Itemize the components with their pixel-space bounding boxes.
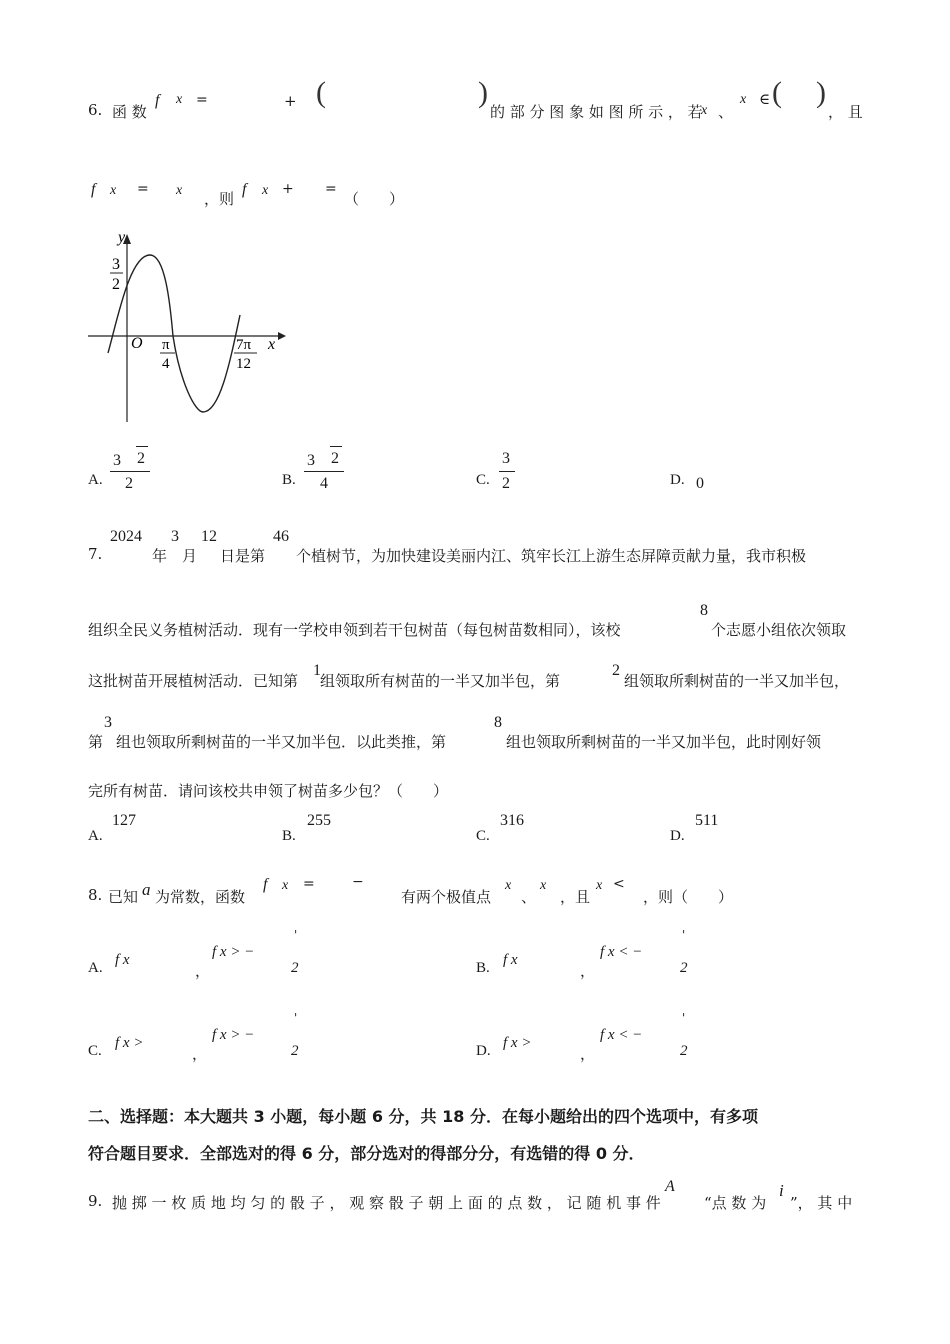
q7-option-d-value: 511	[695, 812, 719, 829]
q6-formula-paren-right: )	[478, 76, 488, 109]
q6-option-c-fraction-bar	[499, 471, 515, 472]
q7-month-char: 月	[182, 547, 198, 565]
q6-option-a-sqrt-bar	[136, 446, 148, 447]
q6-option-c-numerator: 3	[502, 450, 510, 467]
q7-line2-b: 个志愿小组依次领取	[711, 621, 847, 639]
q8-option-b-den: 2	[680, 960, 688, 976]
q8-option-c-den: 2	[291, 1043, 299, 1059]
q6-option-b-denominator: 4	[320, 475, 328, 492]
q7-line4-a: 第	[88, 733, 104, 751]
q6-l2-f2: f	[242, 181, 247, 198]
q6-l2-x2: x	[176, 183, 183, 198]
q8-then: ，则（ ）	[643, 888, 734, 906]
q6-option-d-value: 0	[696, 475, 704, 492]
q8-and: ，且	[560, 888, 591, 906]
q8-option-a-mark: '	[294, 928, 298, 942]
q8-option-c-mark: '	[294, 1011, 298, 1025]
q8-option-b-comma: ，	[580, 962, 596, 980]
q6-formula-x: x	[176, 92, 183, 107]
q6-interval-paren-left: (	[772, 76, 782, 109]
q6-blank: （ ）	[344, 190, 405, 208]
q8-x3: x	[596, 878, 603, 893]
q7-line3-a: 这批树苗开展植树活动．已知第	[88, 672, 299, 690]
q8-option-b-label: B.	[476, 960, 490, 976]
q8-option-b-mark: '	[682, 928, 686, 942]
q8-minus: −	[352, 874, 364, 890]
q6-sine-graph	[80, 222, 290, 427]
q8-a: a	[142, 880, 151, 899]
q8-option-d-label: D.	[476, 1043, 491, 1059]
q7-option-b-value: 255	[307, 812, 331, 829]
q6-l2-f: f	[91, 181, 96, 198]
q6-option-a-root: 2	[137, 450, 145, 467]
q6-formula-paren-left: (	[316, 76, 326, 109]
q8-option-a-label: A.	[88, 960, 103, 976]
q8-option-a-comma: ，	[195, 962, 211, 980]
q8-option-b-left: f x	[503, 952, 518, 968]
q6-l2-eq: =	[137, 181, 149, 197]
q9-i: i	[779, 1181, 784, 1200]
q8-option-d-left: f x >	[503, 1035, 532, 1051]
q6-option-a-fraction-bar	[110, 471, 150, 472]
q7-option-d-label: D.	[670, 828, 685, 844]
q7-g1: 1	[313, 662, 321, 679]
y-axis-label: y	[118, 229, 126, 246]
q6-interval-paren-right: )	[816, 76, 826, 109]
q8-x1: x	[505, 878, 512, 893]
q6-l2-then: ，则	[204, 190, 235, 208]
q8-option-c-label: C.	[88, 1043, 102, 1059]
q8-x: x	[282, 878, 289, 893]
origin-label: O	[131, 335, 143, 352]
q7-nth: 46	[273, 528, 289, 545]
x-tick1-denominator: 4	[162, 356, 170, 372]
q8-option-d-right: f x < −	[600, 1027, 643, 1043]
q6-option-b-label: B.	[282, 472, 296, 488]
q7-line3-c: 组领取所剩树苗的一半又加半包，	[624, 672, 850, 690]
q8-lead: 已知	[108, 888, 139, 906]
q7-day: 12	[201, 528, 217, 545]
q7-year: 2024	[110, 528, 142, 545]
q6-sep: 、	[718, 103, 734, 121]
x-axis-arrow-icon	[278, 332, 286, 340]
q8-option-a-den: 2	[291, 960, 299, 976]
section-2-line2: 符合题目要求．全部选对的得 6 分，部分选对的得部分分，有选错的得 0 分．	[88, 1144, 645, 1163]
x-tick2-numerator: 7π	[236, 337, 252, 353]
q7-year-char: 年	[152, 547, 168, 565]
q6-x1: x	[701, 103, 708, 118]
q7-option-a-label: A.	[88, 828, 103, 844]
q8-option-a-left: f x	[115, 952, 130, 968]
q8-option-c-comma: ，	[192, 1045, 208, 1063]
q6-option-c-denominator: 2	[502, 475, 510, 492]
x-tick2-denominator: 12	[236, 356, 251, 372]
q8-option-d-den: 2	[680, 1043, 688, 1059]
q7-day-char: 日是第	[220, 547, 266, 565]
q8-x2: x	[540, 878, 547, 893]
q6-option-a-denominator: 2	[125, 475, 133, 492]
q7-g2: 2	[612, 662, 620, 679]
q9-event-A: A	[665, 1178, 675, 1195]
q8-option-d-mark: '	[682, 1011, 686, 1025]
q6-number: 6.	[88, 101, 103, 119]
q6-formula-eq: =	[196, 92, 208, 108]
q8-option-c-right: f x > −	[212, 1027, 255, 1043]
q6-formula-plus: +	[284, 92, 297, 110]
q7-g3: 3	[104, 714, 112, 731]
q7-option-c-value: 316	[500, 812, 524, 829]
q9-tail: ”， 其 中	[790, 1194, 853, 1212]
q8-option-d-comma: ，	[580, 1045, 596, 1063]
q8-lt: <	[613, 876, 625, 892]
q8-sep: 、	[521, 888, 537, 906]
q6-l2-plus: +	[282, 181, 294, 197]
q6-l2-x3: x	[262, 183, 269, 198]
q9-number: 9.	[88, 1192, 103, 1210]
q6-option-a-numerator: 3	[113, 452, 121, 469]
q6-option-c-label: C.	[476, 472, 490, 488]
y-tick-numerator: 3	[112, 256, 120, 273]
x-tick1-numerator: π	[162, 337, 170, 353]
q6-option-b-sqrt-bar	[330, 446, 342, 447]
q7-line4-b: 组也领取所剩树苗的一半又加半包．以此类推，第	[116, 733, 447, 751]
q7-g8: 8	[494, 714, 502, 731]
q7-month: 3	[171, 528, 179, 545]
q7-option-a-value: 127	[112, 812, 136, 829]
q7-line4-c: 组也领取所剩树苗的一半又加半包，此时刚好领	[506, 733, 822, 751]
q6-option-a-label: A.	[88, 472, 103, 488]
q8-two-extrema: 有两个极值点	[401, 888, 492, 906]
q8-option-b-right: f x < −	[600, 944, 643, 960]
q6-middle-text: 的 部 分 图 象 如 图 所 示 ， 若	[490, 103, 703, 121]
q7-line3-b: 组领取所有树苗的一半又加半包，第	[320, 672, 561, 690]
q8-option-a-right: f x > −	[212, 944, 255, 960]
sine-curve	[108, 255, 240, 412]
q7-option-c-label: C.	[476, 828, 490, 844]
q6-lead: 函 数	[112, 103, 147, 121]
q6-x2: x	[740, 92, 747, 107]
q6-option-d-label: D.	[670, 472, 685, 488]
q7-option-b-label: B.	[282, 828, 296, 844]
q6-in-symbol: ∈	[759, 90, 771, 108]
q7-groups: 8	[700, 602, 708, 619]
q6-option-b-numerator: 3	[307, 452, 315, 469]
q9-text: 抛 掷 一 枚 质 地 均 匀 的 骰 子 ， 观 察 骰 子 朝 上 面 的 点 数 ， 记 随 机 事 件	[112, 1194, 661, 1212]
q6-option-b-fraction-bar	[304, 471, 344, 472]
x-axis-label: x	[268, 336, 276, 353]
q8-eq: =	[303, 876, 315, 892]
q8-f: f	[263, 876, 268, 893]
q6-option-b-root: 2	[331, 450, 339, 467]
section-2-line1: 二、选择题：本大题共 3 小题，每小题 6 分，共 18 分．在每小题给出的四个选项中，有多项	[88, 1107, 758, 1126]
q8-number: 8.	[88, 886, 103, 904]
q6-l2-x: x	[110, 183, 117, 198]
q9-quote: “点 数 为	[704, 1194, 767, 1212]
q7-number: 7.	[88, 545, 103, 563]
q8-const: 为常数，函数	[155, 888, 246, 906]
y-tick-denominator: 2	[112, 276, 120, 293]
q7-line1-rest: 个植树节，为加快建设美丽内江、筑牢长江上游生态屏障贡献力量，我市积极	[296, 547, 807, 565]
q6-tail: ， 且	[828, 103, 863, 121]
q7-line5: 完所有树苗．请问该校共申领了树苗多少包？（ ）	[88, 782, 449, 800]
q6-formula-f: f	[155, 92, 160, 109]
q6-l2-eq2: =	[325, 181, 337, 197]
q8-option-c-left: f x >	[115, 1035, 144, 1051]
q7-line2-a: 组织全民义务植树活动．现有一学校申领到若干包树苗（每包树苗数相同），该校	[88, 621, 621, 639]
